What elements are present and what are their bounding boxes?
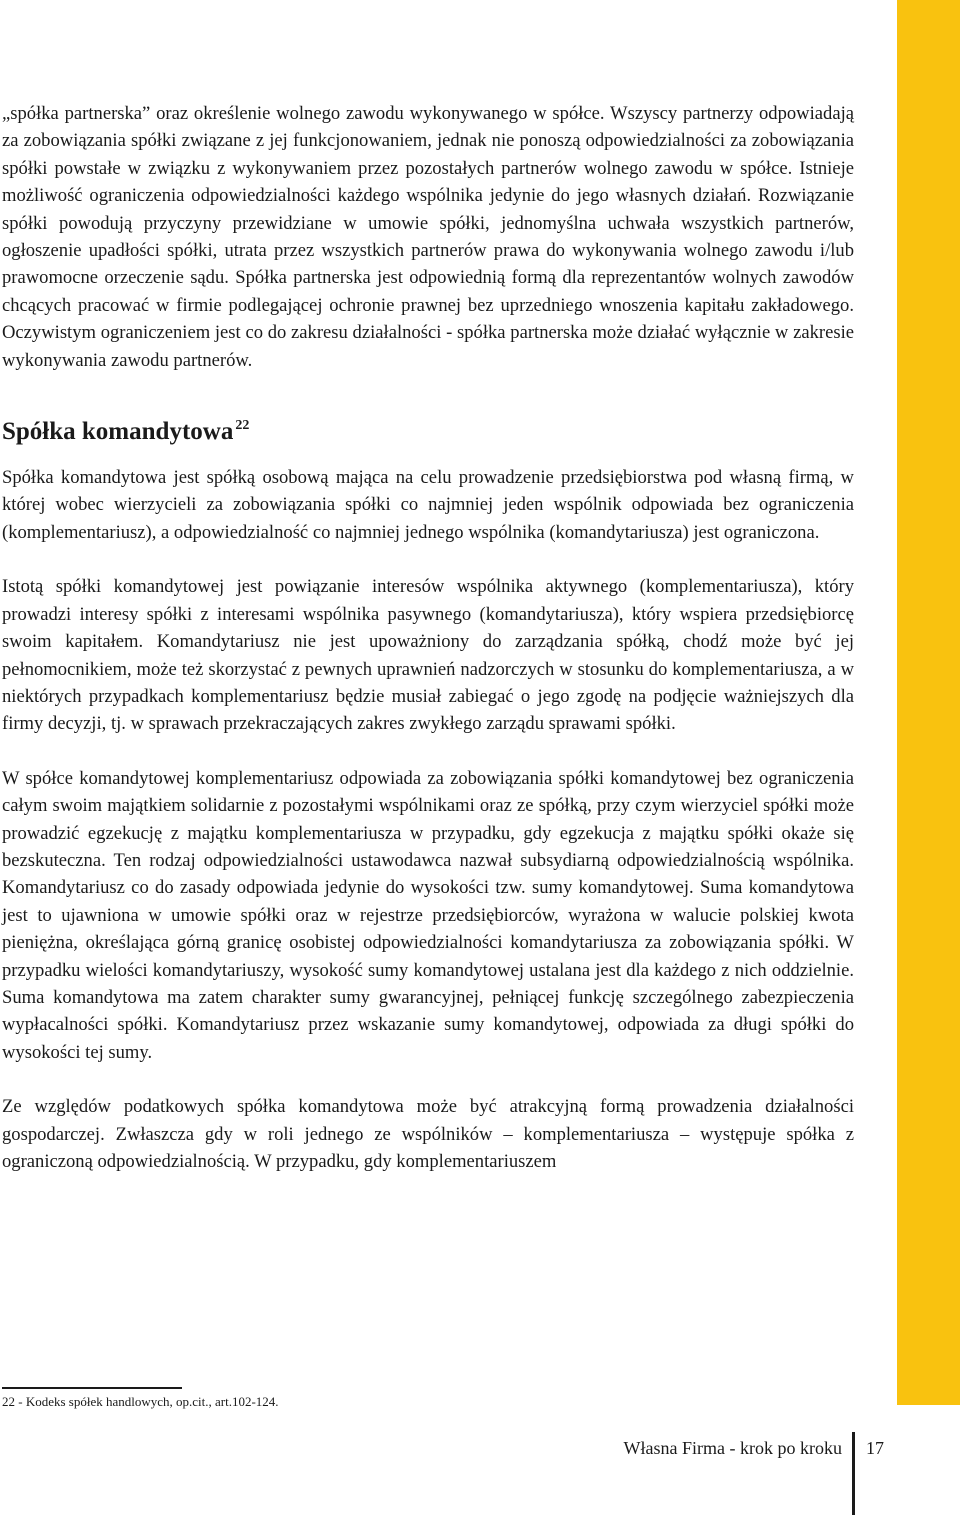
paragraph-tax: Ze względów podatkowych spółka komandytowa może być atrakcyjną formą prowadzenia działalności gospodarczej. Zwłaszcza gdy w roli jednego ze wspólników – komplementariusza – występuje spółka z ograniczoną odpowiedzialnością. W przypadku, gdy komplementariuszem <box>2 1096 854 1172</box>
footnote-reference: 22 <box>235 418 250 434</box>
paragraph-liability: W spółce komandytowej komplementariusz odpowiada za zobowiązania spółki komandytowej bez ograniczenia całym swoim majątkiem solidarnie z pozostałymi wspólnikami oraz ze spółką, przy czym wierzyciel spółki może prowadzić egzekucję z majątku komplementariusza w przypadku, gdy egzekucja z majątku spółki okaże się bezskuteczna. Ten rodzaj odpowiedzialności ustawodawca nazwał subsydiarną odpowiedzialnością wspólnika. Komandytariusz co do zasady odpowiada jedynie do wysokości tzw. sumy komandytowej. Suma komandytowa jest to ujawniona w umowie spółki oraz w rejestrze przedsiębiorców, wyrażona w walucie polskiej kwota pieniężna, określająca górną granicę osobistej odpowiedzialności komandytariusza za zobowiązania spółki. W przypadku wielości komandytariuszy, wysokość sumy komandytowej ustalana jest dla każdego z nich oddzielnie. Suma komandytowa ma zatem charakter sumy gwarancyjnej, pełniącej funkcję szczególnego zabezpieczenia wypłacalności spółki. Komandytariusz przez wskazanie sumy komandytowej, odpowiada za długi spółki do wysokości tej sumy. <box>2 767 854 1063</box>
section-heading <box>2 411 854 447</box>
paragraph-partnership-continued: „spółka partnerska” oraz określenie wolnego zawodu wykonywanego w spółce. Wszyscy partnerzy odpowiadają za zobowiązania spółki związane z jej funkcjonowaniem, jednak nie ponoszą odpowiedzialności za zobowiązania spółki powstałe w związku z wykonywaniem przez pozostałych partnerów wolnego zawodu w spółce. Istnieje możliwość ograniczenia odpowiedzialności każdego wspólnika jedynie do jego własnych działań. Rozwiązanie spółki powodują przyczyny przewidziane w umowie spółki, jednomyślna uchwała wszystkich partnerów, ogłoszenie upadłości spółki, utrata przez wszystkich partnerów prawa do wykonywania wolnego zawodu i/lub prawomocne orzeczenie sądu. Spółka partnerska jest odpowiednią formą dla reprezentantów wolnych zawodów chcących pracować w firmie podlegającej ochronie prawnej bez uprzedniego wnoszenia kapitału zakładowego. Oczywistym ograniczeniem jest co do zakresu działalności - spółka partnerska może działać wyłącznie w zakresie wykonywania zawodu partnerów. <box>2 103 854 371</box>
page-number: 17 <box>866 1438 884 1458</box>
paragraph-essence: Istotą spółki komandytowej jest powiązanie interesów wspólnika aktywnego (komplementariusza), który prowadzi interesy spółki z interesami wspólnika pasywnego (komandytariusza), który wspiera przedsiębiorcę swoim kapitałem. Komandytariusz nie jest upoważniony do zarządzania spółką, chodź może być jej pełnomocnikiem, może też skorzystać z pewnych uprawnień nadzorczych w stosunku do komplementariusza, a w niektórych przypadkach komplementariusz będzie musiał zabiegać o jego zgodę na podjęcie ważniejszych dla firmy decyzji, tj. w sprawach przekraczających zakres zwykłego zarządu sprawami spółki. <box>2 576 854 735</box>
section-heading-text: Spółka komandytowa <box>2 418 234 446</box>
footer-title: Własna Firma - krok po kroku <box>623 1438 842 1458</box>
yellow-side-bar <box>897 0 960 1405</box>
footnote: 22 - Kodeks spółek handlowych, op.cit., art.102-124. <box>2 1394 279 1409</box>
footer-divider <box>852 1432 855 1515</box>
footnote-divider <box>2 1387 182 1389</box>
paragraph-definition: Spółka komandytowa jest spółką osobową mająca na celu prowadzenie przedsiębiorstwa pod własną firmą, w której wobec wierzycieli za zobowiązania spółki co najmniej jeden wspólnik odpowiada bez ograniczenia (komplementariusz), a odpowiedzialność co najmniej jednego wspólnika (komandytariusza) jest ograniczona. <box>2 467 854 543</box>
page-content <box>2 100 854 1175</box>
